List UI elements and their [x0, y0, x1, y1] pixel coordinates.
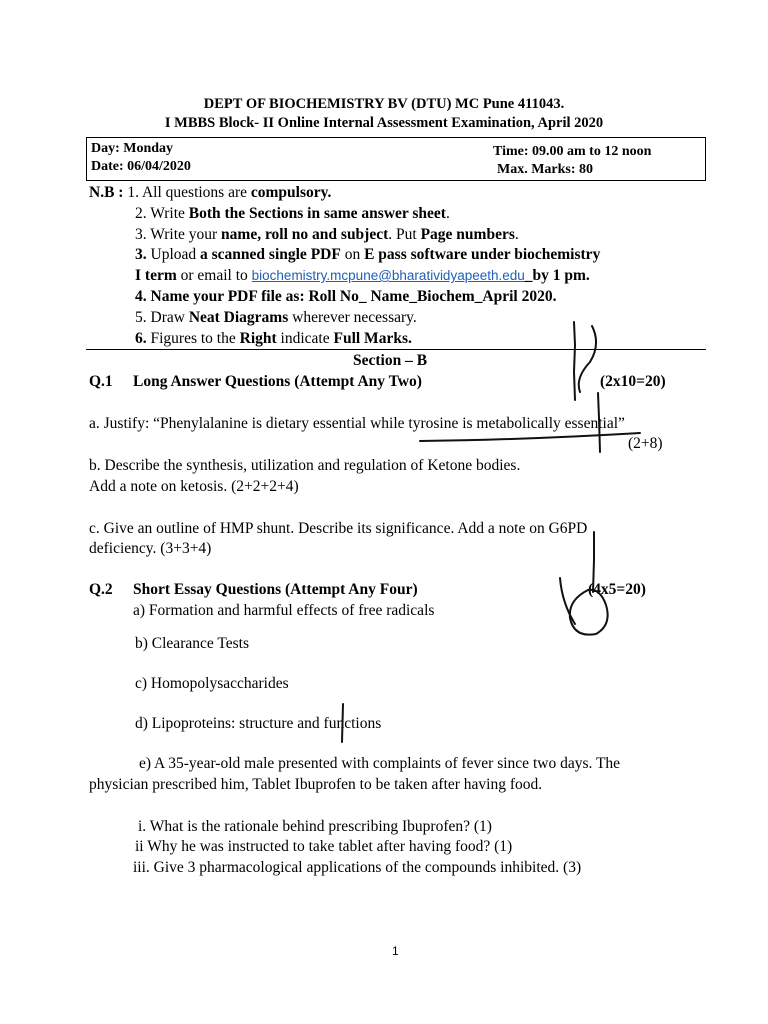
q2-item-e-line-1: e) A 35-year-old male presented with complaints of fever since two days. The	[139, 755, 621, 772]
nb-item-4-bold-1: a scanned single PDF	[200, 246, 341, 263]
pen-left-curve	[560, 578, 575, 624]
nb-item-4-bold-2: E pass software under biochemistry	[364, 246, 601, 263]
pen-vertical-stroke-top	[574, 322, 575, 400]
nb-item-4-text: Upload	[146, 246, 201, 263]
nb-label: N.B :	[89, 184, 124, 201]
exam-title: I MBBS Block- II Online Internal Assessment Examination, April 2020	[164, 115, 604, 131]
nb-item-7-text: Figures to the	[146, 330, 240, 347]
exam-day: Day: Monday	[91, 141, 174, 156]
pen-curve-stroke	[579, 326, 596, 392]
q1-item-b-line-1: b. Describe the synthesis, utilization and regulation of Ketone bodies.	[89, 457, 521, 474]
nb-item-3	[135, 226, 519, 244]
nb-item-6-bold: Neat Diagrams	[188, 309, 289, 326]
pen-underline-stroke	[420, 433, 640, 441]
nb-item-6	[135, 309, 417, 327]
q1-item-a: a. Justify: “Phenylalanine is dietary essential while tyrosine is metabolically essential”	[89, 415, 625, 432]
nb-item-1	[89, 184, 331, 202]
nb-item-2-text: 2. Write	[135, 205, 189, 222]
q2-item-b: b) Clearance Tests	[135, 635, 249, 652]
q1-marks: (2x10=20)	[600, 373, 666, 390]
nb-item-4-term: I term	[135, 267, 177, 284]
exam-max-marks: Max. Marks: 80	[497, 162, 594, 177]
exam-department-heading: DEPT OF BIOCHEMISTRY BV (DTU) MC Pune 411043.	[203, 96, 565, 112]
nb-item-2-bold: Both the Sections in same answer sheet	[188, 205, 446, 222]
q2-item-e-sub-ii: ii Why he was instructed to take tablet after having food? (1)	[135, 838, 513, 855]
exam-time: Time: 09.00 am to 12 noon	[493, 144, 652, 159]
q1-title: Long Answer Questions (Attempt Any Two)	[133, 373, 422, 390]
q2-title: Short Essay Questions (Attempt Any Four)	[133, 581, 418, 598]
nb-item-4-continued	[135, 267, 590, 285]
email-link[interactable]: biochemistry.mcpune@bharatividyapeeth.edu	[251, 268, 525, 283]
nb-item-7-mid: indicate	[276, 330, 334, 347]
q2-item-e-sub-iii: iii. Give 3 pharmacological applications of the compounds inhibited. (3)	[133, 859, 582, 876]
q2-item-c: c) Homopolysaccharides	[135, 675, 289, 692]
section-heading: Section – B	[353, 352, 428, 369]
nb-item-3-mid: . Put	[388, 226, 421, 243]
nb-item-6-text: 5. Draw	[135, 309, 189, 326]
nb-item-3-text: 3. Write your	[135, 226, 222, 243]
page-number: 1	[392, 944, 399, 958]
section-divider	[86, 349, 706, 350]
nb-item-1-bold: compulsory.	[250, 184, 332, 201]
nb-item-4	[135, 246, 600, 264]
nb-item-4-email-text: or email to	[176, 267, 252, 284]
nb-item-3-bold-1: name, roll no and subject	[221, 226, 389, 243]
q1-item-b-line-2: Add a note on ketosis. (2+2+2+4)	[89, 478, 299, 495]
q1-item-a-marks: (2+8)	[628, 435, 663, 452]
nb-item-7	[135, 330, 412, 348]
nb-item-7-number: 6.	[135, 330, 147, 347]
q2-item-e-sub-i: i. What is the rationale behind prescribing Ibuprofen? (1)	[138, 818, 492, 835]
nb-item-2	[135, 205, 450, 223]
nb-item-3-bold-2: Page numbers	[420, 226, 515, 243]
q1-number: Q.1	[89, 373, 113, 390]
nb-item-5: 4. Name your PDF file as: Roll No_ Name_Biochem_April 2020.	[135, 288, 557, 305]
q1-item-c-line-1: c. Give an outline of HMP shunt. Describe its significance. Add a note on G6PD	[89, 520, 588, 537]
nb-item-4-deadline: _by 1 pm.	[524, 267, 590, 284]
nb-item-4-number: 3.	[135, 246, 147, 263]
q2-number: Q.2	[89, 581, 113, 598]
q2-item-e-line-2: physician prescribed him, Tablet Ibuprofen to be taken after having food.	[89, 776, 543, 793]
q2-item-a: a) Formation and harmful effects of free radicals	[133, 602, 435, 619]
q2-item-d: d) Lipoproteins: structure and functions	[135, 715, 382, 732]
exam-date: Date: 06/04/2020	[91, 159, 191, 174]
nb-item-1-text: 1. All questions are	[123, 184, 251, 201]
nb-item-7-bold-1: Right	[239, 330, 277, 347]
nb-item-2-end: .	[445, 205, 450, 222]
nb-item-4-mid: on	[340, 246, 365, 263]
q1-item-c-line-2: deficiency. (3+3+4)	[89, 540, 212, 557]
nb-item-6-end: wherever necessary.	[288, 309, 417, 326]
q2-marks: (4x5=20)	[588, 581, 646, 598]
nb-item-7-bold-2: Full Marks.	[333, 330, 412, 347]
nb-item-3-end: .	[514, 226, 519, 243]
exam-info-box	[86, 137, 706, 181]
